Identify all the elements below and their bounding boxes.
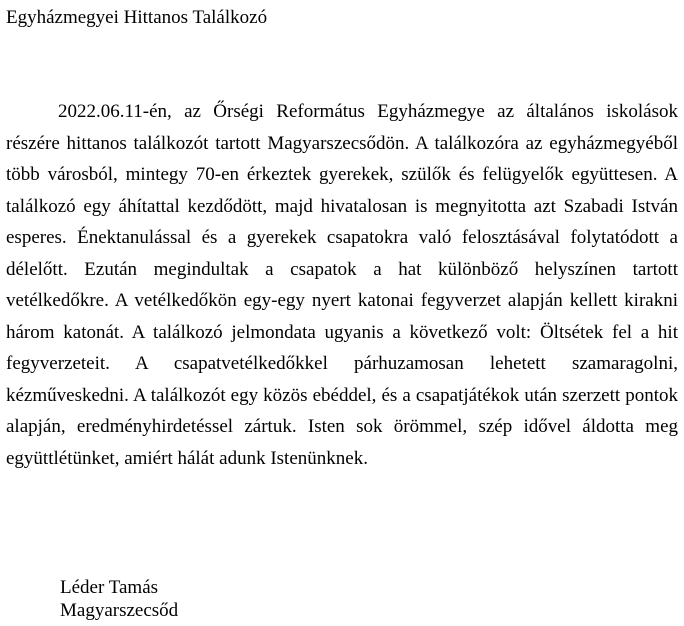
signature-place: Magyarszecsőd: [60, 600, 179, 621]
document-body-paragraph: 2022.06.11-én, az Őrségi Református Egyházmegye az általános iskolások részére hittanos találkozót tartott Magyarszecsődön. A találkozóra az egyházmegyéből több városból, mintegy 70-en érkeztek gyerekek, szülők és felügyelők együttesen. A találkozó egy áhítattal kezdődött, majd hivatalosan is megnyitotta azt Szabadi István esperes. Énektanulással és a gyerekek csapatokra való felosztásával folytatódott a délelőtt. Ezután megindultak a csapatok a hat különböző helyszínen tartott vetélkedőkre. A vetélkedőkön egy-egy nyert katonai fegyverzet alapján kellett kirakni három katonát. A találkozó jelmondata ugyanis a következő volt: Öltsétek fel a hit fegyverzeteit. A csapatvetélkedőkkel párhuzamosan lehetett szamaragolni, kézműveskedni. A találkozót egy közös ebéddel, és a csapatjátékok után szerzett pontok alapján, eredményhirdetéssel zártuk. Isten sok örömmel, szép idővel áldotta meg együttlétünket, amiért hálát adunk Istenünknek.: [6, 101, 678, 469]
document-title: Egyházmegyei Hittanos Találkozó: [6, 7, 268, 28]
signature-name: Léder Tamás: [60, 577, 159, 598]
signature-block: [60, 576, 178, 622]
